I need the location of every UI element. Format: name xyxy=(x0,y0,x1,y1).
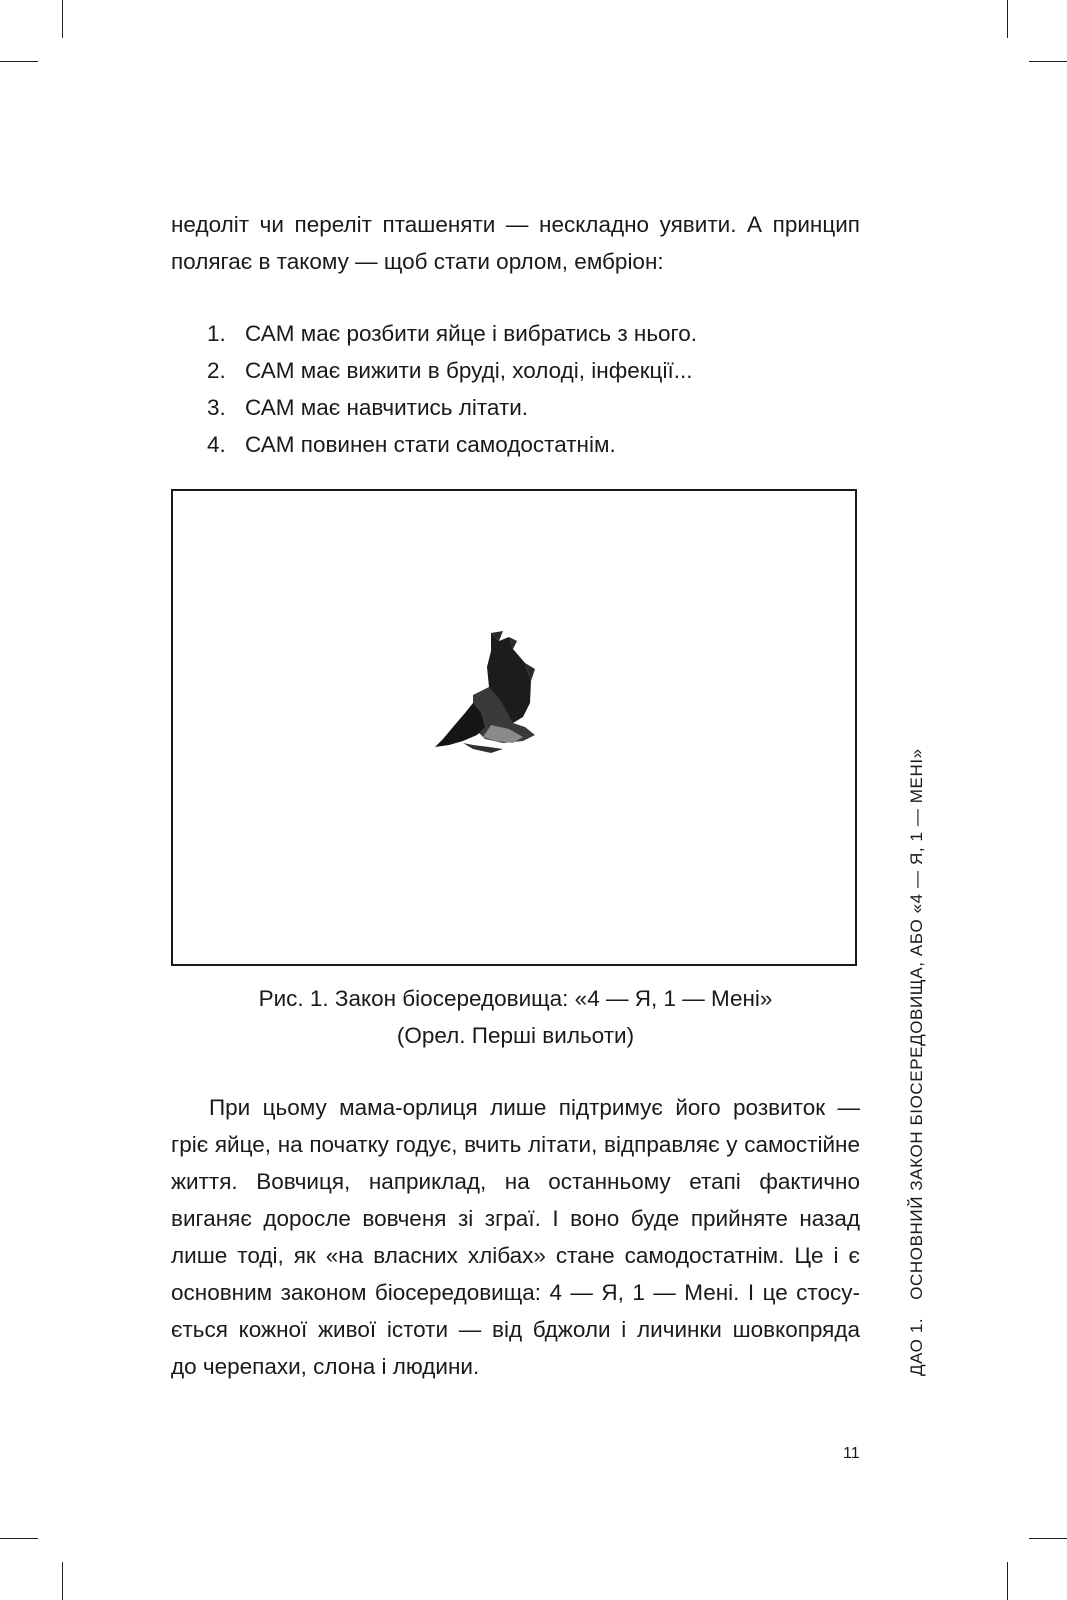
list-item xyxy=(207,315,697,352)
crop-mark xyxy=(1007,0,1008,38)
caption-line: Рис. 1. Закон біосередовища: «4 — Я, 1 — Мені» xyxy=(258,986,773,1011)
top-paragraph xyxy=(171,206,860,280)
bottom-paragraph xyxy=(171,1089,860,1385)
eagle-tail xyxy=(463,743,503,753)
list-number: 1. xyxy=(207,321,226,346)
list-text: САМ має розбити яйце і вибратись з нього. xyxy=(245,321,698,346)
crop-mark xyxy=(62,1562,63,1600)
paragraph-line: ється кожної живої істоти — від бджоли і личинки шовкопряда xyxy=(171,1317,860,1342)
paragraph-line: При цьому мама-орлиця лише підтримує його розвиток — xyxy=(209,1095,860,1120)
crop-mark xyxy=(0,61,38,62)
crop-mark xyxy=(1029,1538,1067,1539)
running-header-label: ДАО 1. xyxy=(907,1317,926,1376)
paragraph-line: полягає в такому — щоб стати орлом, ембріон: xyxy=(171,249,664,274)
crop-mark xyxy=(1007,1562,1008,1600)
list-number: 2. xyxy=(207,358,226,383)
list-number: 4. xyxy=(207,432,226,457)
paragraph-line: до черепахи, слона і людини. xyxy=(171,1354,480,1379)
crop-mark xyxy=(0,1538,38,1539)
eagle-illustration xyxy=(173,491,855,964)
paragraph-line: лише тоді, як «на власних хлібах» стане самодостатнім. Це і є xyxy=(171,1243,860,1268)
figure-caption xyxy=(171,980,860,1054)
crop-mark xyxy=(1029,61,1067,62)
crop-mark xyxy=(62,0,63,38)
paragraph-line: виганяє доросле вовченя зі зграї. І воно буде прийняте назад xyxy=(171,1206,860,1231)
figure-frame xyxy=(171,489,857,966)
caption-line: (Орел. Перші вильоти) xyxy=(396,1023,635,1048)
list-text: САМ повинен стати самодостатнім. xyxy=(245,432,616,457)
paragraph-line: гріє яйце, на початку годує, вчить літати, відправляє у самостійне xyxy=(171,1132,860,1157)
running-header xyxy=(907,748,927,1376)
eagle-wing-lower xyxy=(435,703,485,747)
list-text: САМ має вижити в бруді, холоді, інфекції... xyxy=(245,358,693,383)
paragraph-line: недоліт чи переліт пташеняти — нескладно уявити. А принцип xyxy=(171,212,860,237)
running-header-title: ОСНОВНИЙ ЗАКОН БІОСЕРЕДОВИЩА, АБО «4 — Я, 1 — МЕНІ» xyxy=(907,748,926,1300)
page-number: 11 xyxy=(843,1445,860,1462)
list-item xyxy=(207,426,697,463)
list-item xyxy=(207,389,697,426)
paragraph-line: життя. Вовчиця, наприклад, на останньому етапі фактично xyxy=(171,1169,860,1194)
list-number: 3. xyxy=(207,395,226,420)
list-text: САМ має навчитись літати. xyxy=(245,395,529,420)
list-item xyxy=(207,352,697,389)
paragraph-line: основним законом біосередовища: 4 — Я, 1 — Мені. І це стосу- xyxy=(171,1280,860,1305)
numbered-list xyxy=(207,315,697,463)
